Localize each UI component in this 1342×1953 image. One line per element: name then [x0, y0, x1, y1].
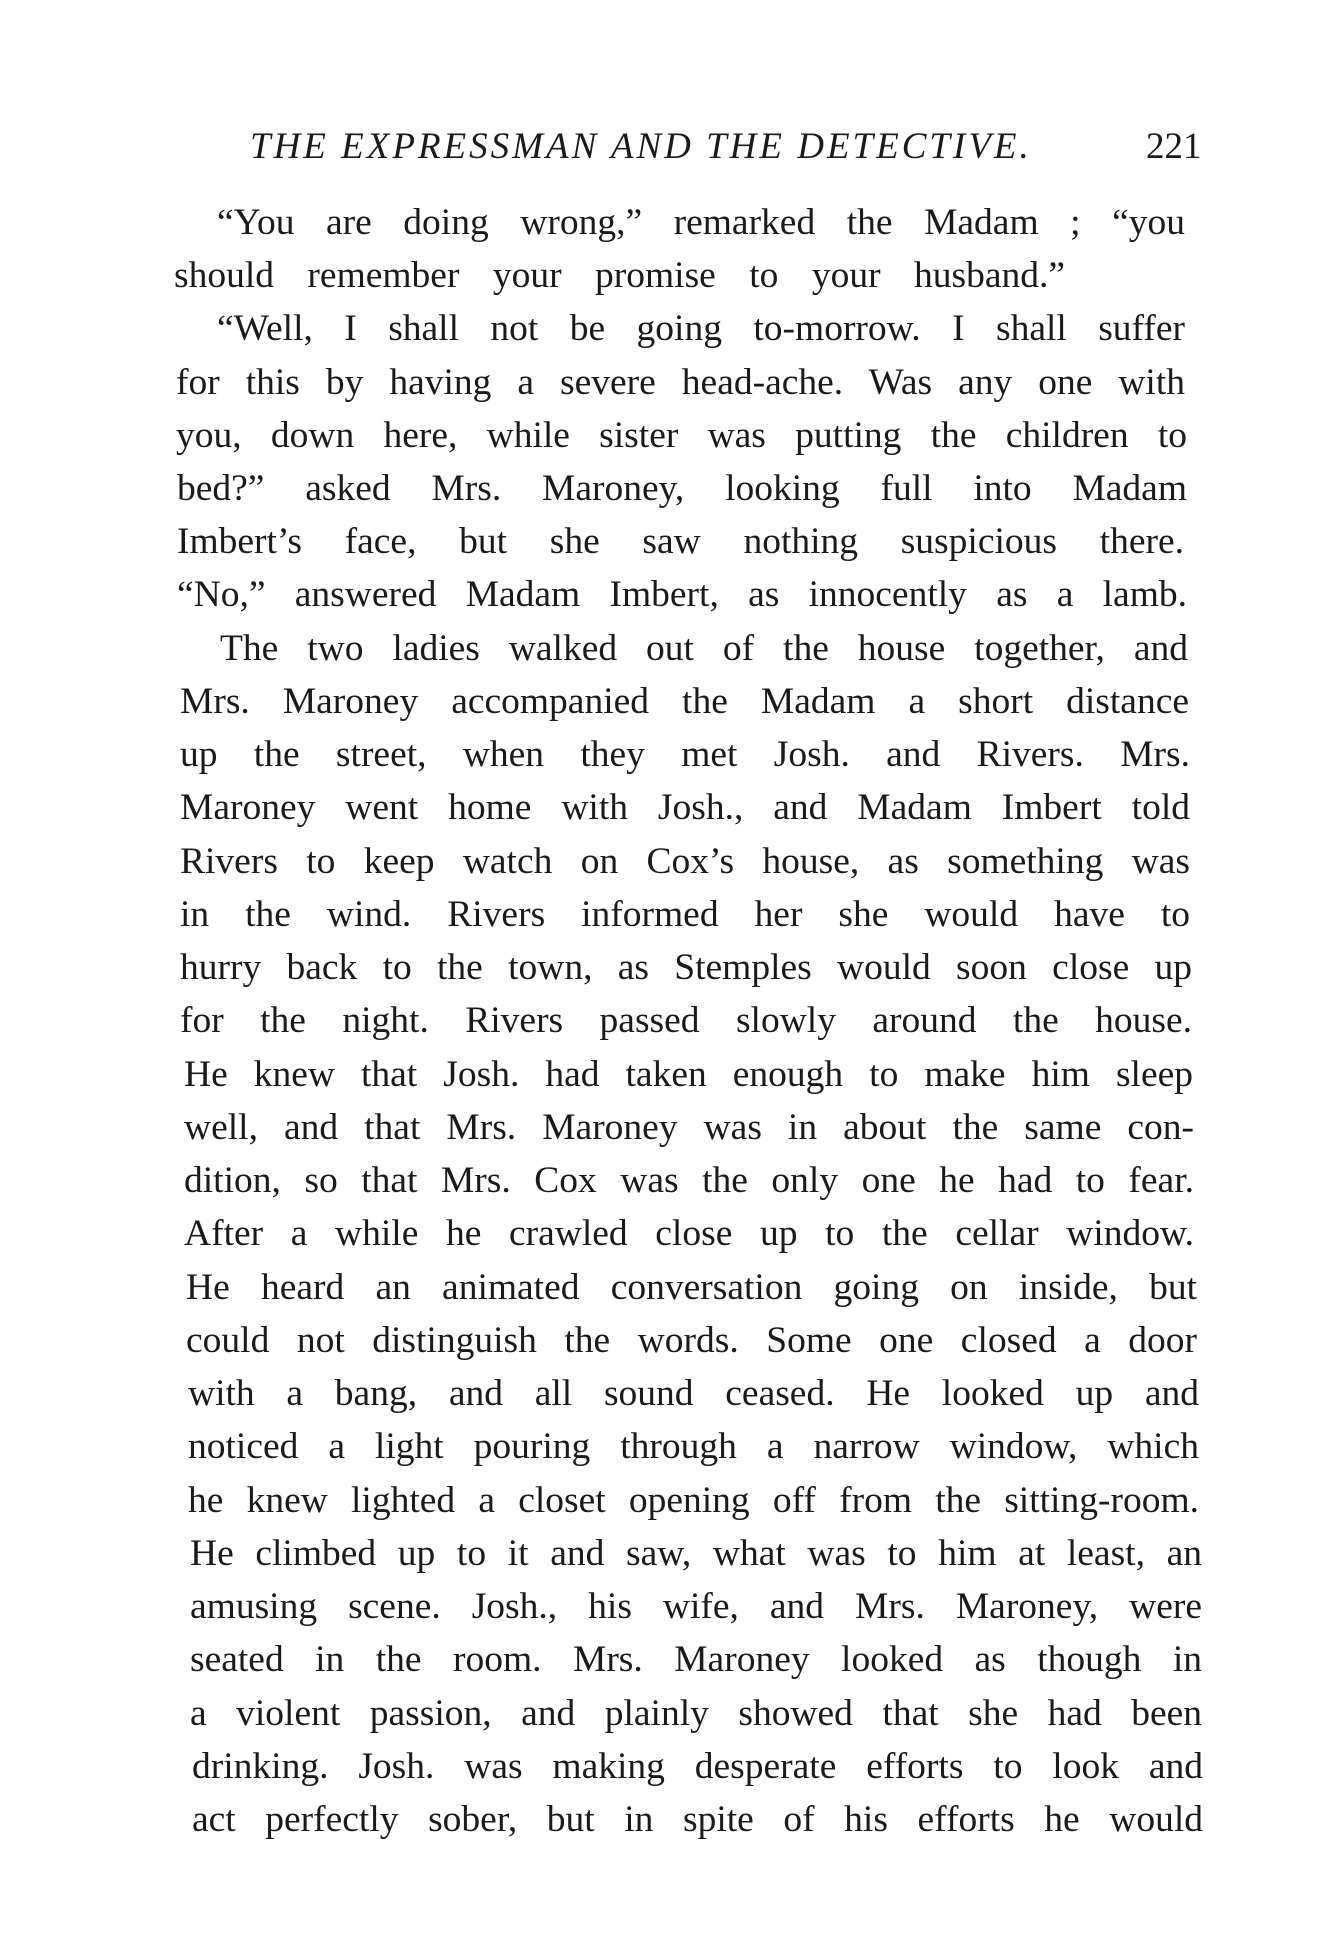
text-line: act perfectly sober, but in spite of his efforts he would: [192, 1799, 1203, 1840]
text-line: with a bang, and all sound ceased. He looked up and: [188, 1373, 1199, 1414]
text-line: for the night. Rivers passed slowly around the house.: [180, 1000, 1192, 1041]
text-line: After a while he crawled close up to the cellar window.: [184, 1213, 1194, 1254]
text-line: dition, so that Mrs. Cox was the only one he had to fear.: [184, 1160, 1194, 1201]
text-line: “Well, I shall not be going to-morrow. I shall suffer: [217, 308, 1185, 349]
text-line: Mrs. Maroney accompanied the Madam a short distance: [180, 681, 1189, 722]
page-number: 221: [1146, 126, 1202, 167]
running-head-title: THE EXPRESSMAN AND THE DETECTIVE.: [250, 126, 1032, 167]
text-line: amusing scene. Josh., his wife, and Mrs. Maroney, were: [190, 1586, 1202, 1627]
running-head: [250, 122, 1250, 172]
text-line: should remember your promise to your husband.”: [174, 255, 1065, 296]
text-line: He knew that Josh. had taken enough to make him sleep: [184, 1054, 1193, 1095]
text-line: he knew lighted a closet opening off from the sitting-room.: [188, 1480, 1199, 1521]
text-line: Rivers to keep watch on Cox’s house, as something was: [180, 841, 1190, 882]
text-line: The two ladies walked out of the house together, and: [220, 628, 1188, 669]
text-line: “No,” answered Madam Imbert, as innocently as a lamb.: [177, 574, 1187, 615]
text-line: noticed a light pouring through a narrow window, which: [188, 1426, 1199, 1467]
text-line: a violent passion, and plainly showed that she had been: [190, 1693, 1202, 1734]
text-line: well, and that Mrs. Maroney was in about the same con-: [184, 1107, 1194, 1148]
text-line: hurry back to the town, as Stemples would soon close up: [180, 947, 1192, 988]
text-line: drinking. Josh. was making desperate efforts to look and: [192, 1746, 1203, 1787]
text-line: could not distinguish the words. Some one closed a door: [186, 1320, 1197, 1361]
text-line: up the street, when they met Josh. and Rivers. Mrs.: [180, 734, 1190, 775]
text-line: He climbed up to it and saw, what was to him at least, an: [190, 1533, 1202, 1574]
text-line: you, down here, while sister was putting the children to: [176, 415, 1187, 456]
text-line: Imbert’s face, but she saw nothing suspicious there.: [177, 521, 1184, 562]
text-line: “You are doing wrong,” remarked the Madam ; “you: [217, 202, 1185, 243]
text-line: seated in the room. Mrs. Maroney looked as though in: [190, 1639, 1202, 1680]
text-line: for this by having a severe head-ache. Was any one with: [176, 362, 1185, 403]
text-line: in the wind. Rivers informed her she would have to: [180, 894, 1190, 935]
text-line: He heard an animated conversation going on inside, but: [186, 1267, 1197, 1308]
text-line: bed?” asked Mrs. Maroney, looking full into Madam: [177, 468, 1187, 509]
text-line: Maroney went home with Josh., and Madam Imbert told: [180, 787, 1190, 828]
